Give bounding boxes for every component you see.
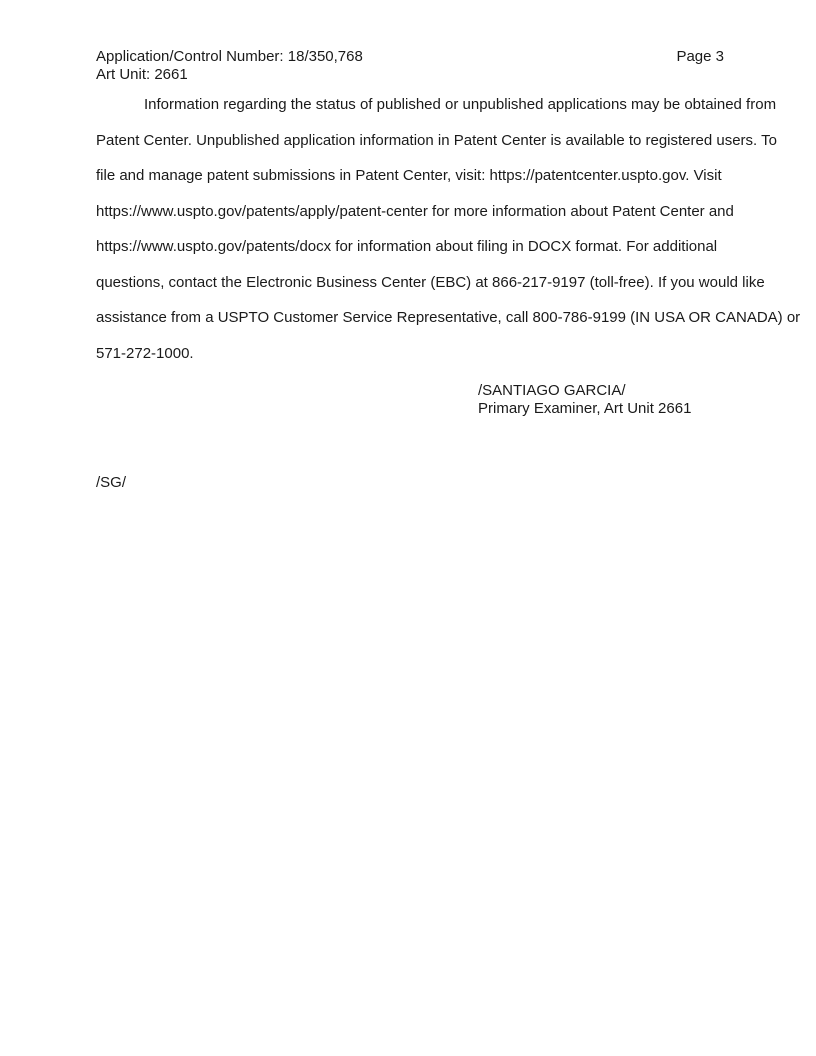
art-unit: Art Unit: 2661 — [96, 65, 188, 83]
application-control-number: Application/Control Number: 18/350,768 — [96, 48, 363, 65]
page-number: Page 3 — [676, 48, 724, 65]
page-header — [96, 48, 724, 83]
signature-block — [478, 382, 691, 418]
paragraph-line: questions, contact the Electronic Business Center (EBC) at 866-217-9197 (toll-free). If you would like — [96, 273, 765, 291]
paragraph-line: 571-272-1000. — [96, 344, 194, 362]
paragraph-line: https://www.uspto.gov/patents/docx for information about filing in DOCX format. For additional — [96, 238, 718, 255]
examiner-title: Primary Examiner, Art Unit 2661 — [478, 400, 692, 417]
examiner-signature: /SANTIAGO GARCIA/ — [478, 382, 626, 399]
paragraph-line: assistance from a USPTO Customer Service Representative, call 800-786-9199 (IN USA OR CANADA) or — [96, 309, 801, 326]
examiner-initials: /SG/ — [96, 474, 127, 491]
paragraph-line: https://www.uspto.gov/patents/apply/patent-center for more information about Patent Center and — [96, 202, 734, 220]
header-left-block — [96, 48, 363, 83]
body-paragraph — [96, 87, 801, 371]
paragraph-line: Patent Center. Unpublished application information in Patent Center is available to registered users. To — [96, 131, 777, 149]
paragraph-line: file and manage patent submissions in Patent Center, visit: https://patentcenter.uspto.gov. Visit — [96, 167, 722, 184]
paragraph-line: Information regarding the status of published or unpublished applications may be obtained from — [144, 96, 777, 113]
